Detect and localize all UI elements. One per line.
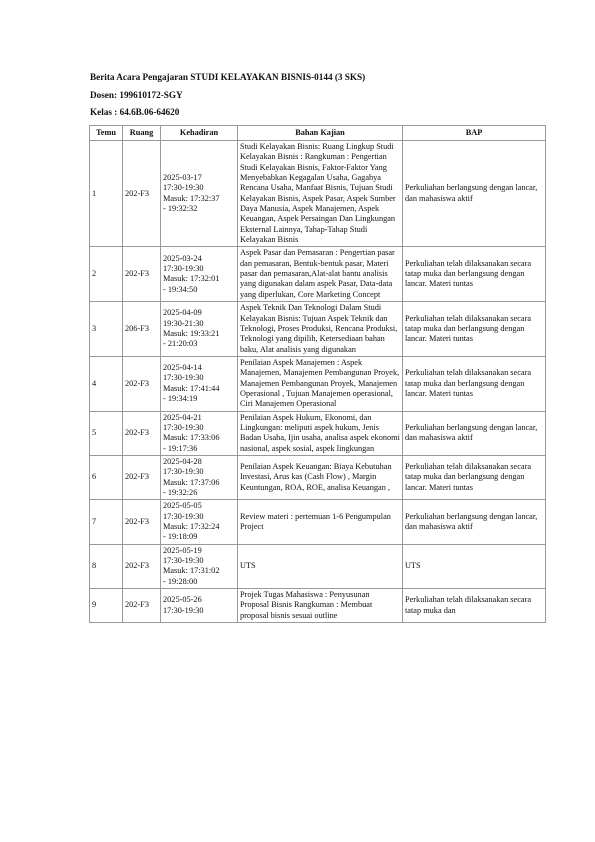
bahan-kajian-cell: UTS [238, 544, 403, 588]
table-row [90, 141, 546, 247]
dosen-line: Dosen: 199610172-SGY [90, 89, 183, 100]
ruang-cell: 202-F3 [123, 500, 161, 544]
kehadiran-cell: 2025-03-24 17:30-19:30 Masuk: 17:32:01 - 19:34:50 [161, 247, 238, 302]
temu-cell: 5 [90, 411, 123, 455]
ruang-cell: 202-F3 [123, 589, 161, 623]
bap-cell: Perkuliahan telah dilaksanakan secara tatap muka dan berlangsung dengan lancar. Materi tuntas [403, 356, 546, 411]
ruang-cell: 202-F3 [123, 544, 161, 588]
kehadiran-cell: 2025-03-17 17:30-19:30 Masuk: 17:32:37 - 19:32:32 [161, 141, 238, 247]
table-row [90, 302, 546, 357]
bap-cell: Perkuliahan telah dilaksanakan secara tatap muka dan berlangsung dengan lancar. Materi tuntas [403, 247, 546, 302]
ruang-cell: 202-F3 [123, 411, 161, 455]
kehadiran-cell: 2025-05-19 17:30-19:30 Masuk: 17:31:02 - 19:28:00 [161, 544, 238, 588]
bahan-kajian-cell: Studi Kelayakan Bisnis: Ruang Lingkup Studi Kelayakan Bisnis : Rangkuman : Pengertian Studi Kelayakan Bisnis, Faktor-Faktor Yang Menyebabkan Kegagalan Usaha, Gagahya Rencana Usaha, Manfaat Bisnis, Tujuan Studi Kelayakan Bisnis, Aspek Pasar, Aspek Sumber Daya Manusia, Aspek Manajemen, Aspek Keuangan, Aspek Persaingan Dan Lingkungan Eksternal Lainnya, Tahap-Tahap Studi Kelayakan Bisnis [238, 141, 403, 247]
temu-cell: 7 [90, 500, 123, 544]
bap-cell: Perkuliahan telah dilaksanakan secara tatap muka dan berlangsung dengan lancar. Materi tuntas [403, 455, 546, 499]
column-header-ruang: Ruang [123, 126, 161, 141]
table-row [90, 455, 546, 499]
attendance-table [89, 125, 546, 623]
table-row [90, 356, 546, 411]
bahan-kajian-cell: Penilaian Aspek Keuangan: Biaya Kebutuhan Investasi, Arus kas (Cash Flow) , Margin Keuntungan, ROA, ROE, analisa Keuangan , [238, 455, 403, 499]
column-header-bahan-kajian: Bahan Kajian [238, 126, 403, 141]
document-title: Berita Acara Pengajaran STUDI KELAYAKAN BISNIS-0144 (3 SKS) [90, 72, 366, 82]
column-header-bap: BAP [403, 126, 546, 141]
kehadiran-cell: 2025-05-26 17:30-19:30 [161, 589, 238, 623]
kehadiran-cell: 2025-04-14 17:30-19:30 Masuk: 17:41:44 - 19:34:19 [161, 356, 238, 411]
temu-cell: 4 [90, 356, 123, 411]
bap-cell: Perkuliahan telah dilaksanakan secara tatap muka dan berlangsung dengan lancar. Materi tuntas [403, 302, 546, 357]
column-header-kehadiran: Kehadiran [161, 126, 238, 141]
temu-cell: 3 [90, 302, 123, 357]
bap-cell: UTS [403, 544, 546, 588]
kehadiran-cell: 2025-05-05 17:30-19:30 Masuk: 17:32:24 - 19:18:09 [161, 500, 238, 544]
table-row [90, 411, 546, 455]
ruang-cell: 202-F3 [123, 141, 161, 247]
table-row [90, 500, 546, 544]
bahan-kajian-cell: Projek Tugas Mahasiswa : Penyusunan Proposal Bisnis Rangkuman : Membuat proposal bisnis sesuai outline [238, 589, 403, 623]
temu-cell: 2 [90, 247, 123, 302]
kehadiran-cell: 2025-04-09 19:30-21:30 Masuk: 19:33:21 - 21:20:03 [161, 302, 238, 357]
bap-cell: Perkuliahan berlangsung dengan lancar, dan mahasiswa aktif [403, 141, 546, 247]
document-header [90, 72, 365, 125]
table-row [90, 544, 546, 588]
ruang-cell: 206-F3 [123, 302, 161, 357]
temu-cell: 9 [90, 589, 123, 623]
temu-cell: 1 [90, 141, 123, 247]
table-header-row [90, 126, 546, 141]
bahan-kajian-cell: Aspek Pasar dan Pemasaran : Pengertian pasar dan pemasaran, Bentuk-bentuk pasar, Materi pasar dan pemasaran,Alat-alat bantu analisis yang digunakan dalam aspek Pasar, Data-data yang diperlukan, Core Marketing Concept [238, 247, 403, 302]
bahan-kajian-cell: Penilaian Aspek Hukum, Ekonomi, dan Lingkungan: meliputi aspek hukum, Jenis Badan Usaha, Ijin usaha, analisa aspek ekonomi nasional, aspek sosial, aspek lingkungan [238, 411, 403, 455]
ruang-cell: 202-F3 [123, 247, 161, 302]
bahan-kajian-cell: Penilaian Aspek Manajemen : Aspek Manajemen, Manajemen Pembangunan Proyek, Manajemen Pembangunan Proyek, Manajemen Operasional , Tujuan Manajemen operasional, Ciri Manajemen Operasional [238, 356, 403, 411]
temu-cell: 8 [90, 544, 123, 588]
bahan-kajian-cell: Aspek Teknik Dan Teknologi Dalam Studi Kelayakan Bisnis: Tujuan Aspek Teknik dan Teknologi, Proses Produksi, Rencana Produksi, Teknologi yang dipilih, Ketersediaan bahan baku, Alat analisis yang digunakan [238, 302, 403, 357]
bap-cell: Perkuliahan berlangsung dengan lancar, dan mahasiswa aktif [403, 411, 546, 455]
ruang-cell: 202-F3 [123, 455, 161, 499]
kehadiran-cell: 2025-04-28 17:30-19:30 Masuk: 17:37:06 - 19:32:26 [161, 455, 238, 499]
temu-cell: 6 [90, 455, 123, 499]
ruang-cell: 202-F3 [123, 356, 161, 411]
bahan-kajian-cell: Review materi : pertemuan 1-6 Pengumpulan Project [238, 500, 403, 544]
kehadiran-cell: 2025-04-21 17:30-19:30 Masuk: 17:33:06 - 19:17:36 [161, 411, 238, 455]
table-row [90, 589, 546, 623]
kelas-line: Kelas : 64.6B.06-64620 [90, 107, 180, 117]
bap-cell: Perkuliahan telah dilaksanakan secara tatap muka dan [403, 589, 546, 623]
table-row [90, 247, 546, 302]
column-header-temu: Temu [90, 126, 123, 141]
bap-cell: Perkuliahan berlangsung dengan lancar, dan mahasiswa aktif [403, 500, 546, 544]
